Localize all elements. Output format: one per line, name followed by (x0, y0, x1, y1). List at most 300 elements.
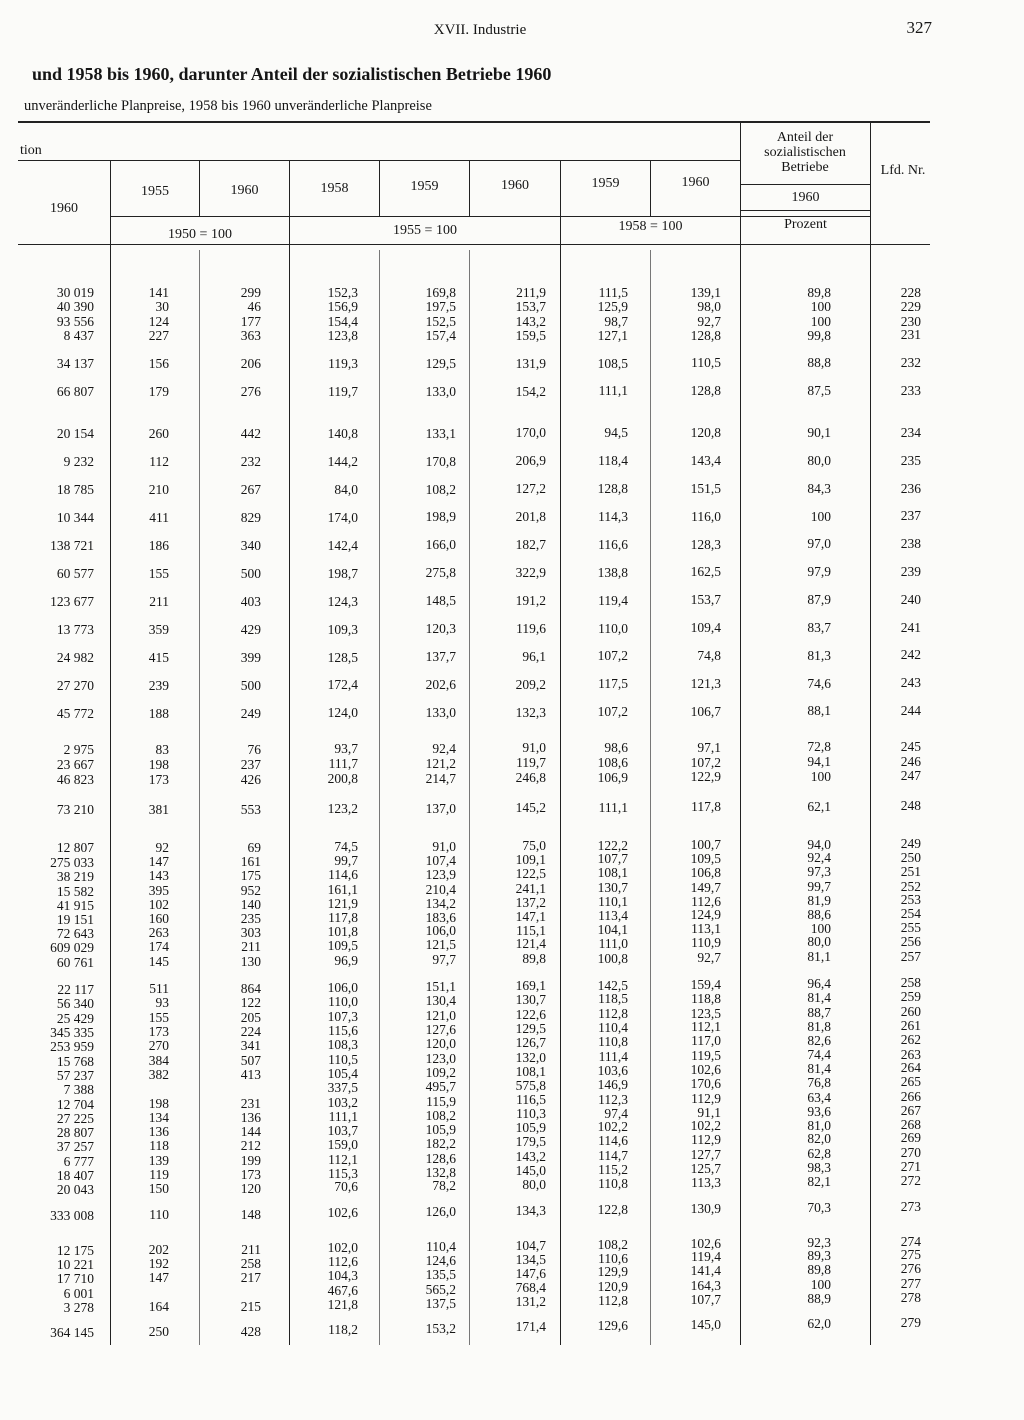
table-cell: 276 (240, 384, 261, 399)
table-cell: 238 (900, 536, 921, 551)
table-cell: 130,4 (425, 993, 456, 1008)
table-cell: 429 (240, 622, 261, 637)
table-cell: 173 (148, 772, 169, 787)
table-cell: 500 (240, 566, 261, 581)
table-cell: 107,7 (690, 1292, 721, 1307)
table-cell: 132,0 (515, 1050, 546, 1065)
table-cell: 115,2 (598, 1162, 628, 1177)
table-cell: 159,0 (327, 1137, 358, 1152)
table-cell: 115,6 (328, 1023, 358, 1038)
table-cell: 768,4 (515, 1280, 546, 1295)
table-cell: 169,8 (425, 285, 456, 300)
table-cell: 110,0 (598, 621, 628, 636)
table-cell: 279 (900, 1315, 921, 1330)
table-cell: 239 (900, 564, 921, 579)
table-cell: 17 710 (56, 1271, 94, 1286)
table-cell: 96,1 (522, 649, 546, 664)
table-cell: 157,4 (425, 328, 456, 343)
table-cell: 134,3 (515, 1203, 546, 1218)
table-cell: 137,0 (425, 801, 456, 816)
table-cell: 415 (148, 650, 169, 665)
table-cell: 128,6 (425, 1151, 456, 1166)
table-cell: 123,5 (690, 1006, 721, 1021)
table-cell: 240 (900, 592, 921, 607)
table-cell: 211 (241, 939, 261, 954)
table-cell: 92,3 (807, 1235, 831, 1250)
table-cell: 128,3 (690, 537, 721, 552)
header-col-1960b: 1960 (230, 183, 259, 198)
table-cell: 230 (900, 314, 921, 329)
table-cell: 89,8 (807, 1262, 831, 1277)
table-cell: 128,5 (327, 650, 358, 665)
table-cell: 110,1 (598, 894, 628, 909)
table-cell: 91,1 (697, 1105, 721, 1120)
table-cell: 23 667 (56, 757, 94, 772)
table-cell: 128,8 (690, 383, 721, 398)
table-cell: 110,4 (426, 1239, 456, 1254)
table-cell: 122,2 (597, 838, 628, 853)
table-cell: 268 (900, 1117, 921, 1132)
table-cell: 108,2 (425, 482, 456, 497)
table-cell: 129,9 (597, 1264, 628, 1279)
table-cell: 62,1 (807, 799, 831, 814)
table-cell: 119,4 (691, 1249, 721, 1264)
table-cell: 106,8 (690, 865, 721, 880)
table-cell: 235 (900, 453, 921, 468)
table-cell: 149,7 (690, 880, 721, 895)
table-cell: 83 (155, 742, 169, 757)
table-cell: 92,4 (432, 741, 456, 756)
table-cell: 212 (240, 1138, 261, 1153)
table-cell: 81,4 (807, 1061, 831, 1076)
table-cell: 80,0 (522, 1177, 546, 1192)
table-cell: 97,4 (604, 1106, 628, 1121)
table-cell: 10 221 (56, 1257, 94, 1272)
table-cell: 152,3 (327, 285, 358, 300)
table-cell: 9 232 (63, 454, 94, 469)
header-anteil: Anteil der sozialistischen Betriebe (764, 130, 846, 175)
table-cell: 104,1 (597, 922, 628, 937)
table-cell: 864 (240, 981, 261, 996)
table-cell: 113,1 (691, 921, 721, 936)
table-cell: 403 (240, 594, 261, 609)
table-cell: 122,8 (597, 1202, 628, 1217)
table-cell: 98,7 (604, 314, 628, 329)
table-cell: 382 (148, 1067, 169, 1082)
table-cell: 112 (149, 454, 169, 469)
table-cell: 66 807 (56, 384, 94, 399)
table-cell: 141,4 (690, 1263, 721, 1278)
table-cell: 103,6 (597, 1063, 628, 1078)
table-cell: 106,7 (690, 704, 721, 719)
table-cell: 110,0 (328, 994, 358, 1009)
table-cell: 426 (240, 772, 261, 787)
table-cell: 98,3 (807, 1160, 831, 1175)
table-cell: 206,9 (515, 453, 546, 468)
table-cell: 246,8 (515, 770, 546, 785)
table-cell: 139 (148, 1153, 169, 1168)
table-cell: 62,8 (807, 1146, 831, 1161)
table-cell: 148,5 (425, 593, 456, 608)
table-cell: 73 210 (56, 802, 94, 817)
table-cell: 41 915 (56, 898, 94, 913)
table-cell: 30 019 (56, 285, 94, 300)
table-cell: 132,8 (425, 1165, 456, 1180)
table-cell: 111,7 (328, 756, 358, 771)
table-cell: 337,5 (327, 1080, 358, 1095)
table-cell: 275,8 (425, 565, 456, 580)
table-cell: 133,0 (425, 705, 456, 720)
table-cell: 102,2 (690, 1118, 721, 1133)
table-cell: 345 335 (50, 1025, 94, 1040)
table-cell: 236 (900, 481, 921, 496)
table-cell: 93 556 (56, 314, 94, 329)
table-cell: 103,7 (327, 1123, 358, 1138)
table-cell: 38 219 (56, 869, 94, 884)
table-cell: 247 (900, 768, 921, 783)
table-cell: 126,7 (515, 1035, 546, 1050)
table-cell: 104,3 (327, 1268, 358, 1283)
table-cell: 202 (148, 1242, 169, 1257)
header-col-1960: 1960 (50, 201, 78, 216)
table-cell: 192 (148, 1256, 169, 1271)
table-cell: 98,0 (697, 299, 721, 314)
table-cell: 210 (148, 482, 169, 497)
table-cell: 128,8 (597, 481, 628, 496)
table-cell: 428 (240, 1324, 261, 1339)
table-cell: 232 (240, 454, 261, 469)
table-cell: 175 (240, 868, 261, 883)
table-cell: 112,9 (691, 1091, 721, 1106)
table-cell: 257 (900, 949, 921, 964)
table-cell: 143,4 (690, 453, 721, 468)
table-cell: 258 (240, 1256, 261, 1271)
table-cell: 142,5 (597, 978, 628, 993)
table-cell: 121,0 (425, 1008, 456, 1023)
table-cell: 40 390 (56, 299, 94, 314)
table-cell: 266 (900, 1089, 921, 1104)
table-cell: 84,3 (807, 481, 831, 496)
table-cell: 267 (240, 482, 261, 497)
table-cell: 106,9 (597, 770, 628, 785)
table-cell: 123,2 (327, 801, 358, 816)
table-cell: 131,9 (515, 356, 546, 371)
table-cell: 122,9 (690, 769, 721, 784)
table-cell: 25 429 (56, 1011, 94, 1026)
table-cell: 12 807 (56, 840, 94, 855)
table-cell: 565,2 (425, 1282, 456, 1297)
table-cell: 12 175 (56, 1243, 94, 1258)
table-cell: 227 (148, 328, 169, 343)
table-cell: 139,1 (690, 285, 721, 300)
table-cell: 263 (900, 1047, 921, 1062)
table-cell: 217 (240, 1270, 261, 1285)
table-cell: 256 (900, 934, 921, 949)
table-cell: 102,2 (597, 1119, 628, 1134)
table-cell: 87,5 (807, 383, 831, 398)
table-cell: 191,2 (515, 593, 546, 608)
table-cell: 89,8 (522, 951, 546, 966)
table-cell: 109,5 (327, 938, 358, 953)
header-lfd-nr: Lfd. Nr. (880, 163, 926, 178)
table-cell: 229 (900, 299, 921, 314)
header-col-1958: 1958 (320, 181, 349, 196)
table-cell: 117,5 (598, 676, 628, 691)
table-cell: 264 (900, 1060, 921, 1075)
table-cell: 110,8 (598, 1034, 628, 1049)
table-cell: 118,2 (328, 1322, 358, 1337)
table-cell: 15 582 (56, 884, 94, 899)
table-cell: 112,9 (691, 1132, 721, 1147)
table-cell: 120,3 (425, 621, 456, 636)
table-cell: 74,8 (697, 648, 721, 663)
table-cell: 109,1 (515, 852, 546, 867)
table-cell: 215 (240, 1299, 261, 1314)
table-cell: 87,9 (807, 592, 831, 607)
table-cell: 255 (900, 920, 921, 935)
table-cell: 114,6 (328, 867, 358, 882)
table-cell: 112,6 (328, 1254, 358, 1269)
table-cell: 109,2 (425, 1065, 456, 1080)
table-cell: 239 (148, 678, 169, 693)
table-cell: 143,2 (515, 1149, 546, 1164)
table-cell: 122 (240, 995, 261, 1010)
table-cell: 99,8 (807, 328, 831, 343)
table-cell: 381 (148, 802, 169, 817)
table-cell: 81,4 (807, 990, 831, 1005)
table-cell: 575,8 (515, 1078, 546, 1093)
table-title: und 1958 bis 1960, darunter Anteil der sozialistischen Betriebe 1960 (32, 64, 552, 84)
table-cell: 72 643 (56, 926, 94, 941)
table-cell: 110,5 (328, 1052, 358, 1067)
table-cell: 173 (240, 1167, 261, 1182)
table-cell: 164,3 (690, 1278, 721, 1293)
table-cell: 147,6 (515, 1266, 546, 1281)
table-cell: 495,7 (425, 1079, 456, 1094)
table-cell: 94,1 (807, 754, 831, 769)
table-cell: 119,5 (691, 1048, 721, 1063)
table-cell: 277 (900, 1276, 921, 1291)
table-cell: 232 (900, 355, 921, 370)
table-cell: 133,0 (425, 384, 456, 399)
header-col-1960d: 1960 (681, 175, 710, 190)
table-cell: 249 (900, 836, 921, 851)
table-cell: 211 (241, 1242, 261, 1257)
table-cell: 341 (240, 1038, 261, 1053)
table-cell: 151,1 (425, 979, 456, 994)
table-cell: 147,1 (515, 909, 546, 924)
table-cell: 166,0 (425, 537, 456, 552)
table-cell: 111,4 (598, 1049, 628, 1064)
table-cell: 177 (240, 314, 261, 329)
table-cell: 173 (148, 1024, 169, 1039)
table-cell: 214,7 (425, 771, 456, 786)
table-cell: 88,6 (807, 907, 831, 922)
table-cell: 121,9 (327, 896, 358, 911)
table-cell: 237 (240, 757, 261, 772)
table-cell: 170,0 (515, 425, 546, 440)
table-cell: 145,0 (690, 1317, 721, 1332)
table-cell: 24 982 (56, 650, 94, 665)
table-cell: 107,2 (597, 648, 628, 663)
table-cell: 108,3 (327, 1037, 358, 1052)
table-cell: 258 (900, 975, 921, 990)
table-cell: 262 (900, 1032, 921, 1047)
table-cell: 130,7 (597, 880, 628, 895)
table-cell: 114,6 (598, 1133, 628, 1148)
table-cell: 88,8 (807, 355, 831, 370)
table-cell: 169,1 (515, 978, 546, 993)
table-cell: 127,1 (597, 328, 628, 343)
table-cell: 62,0 (807, 1316, 831, 1331)
table-cell: 161,1 (327, 882, 358, 897)
table-cell: 110,8 (598, 1176, 628, 1191)
table-cell: 92,4 (807, 850, 831, 865)
header-stub: tion (20, 143, 42, 158)
table-cell: 100 (810, 769, 831, 784)
table-cell: 7 388 (63, 1082, 94, 1097)
table-cell: 151,5 (690, 481, 721, 496)
table-cell: 119,7 (516, 755, 546, 770)
table-cell: 90,1 (807, 425, 831, 440)
table-cell: 269 (900, 1130, 921, 1145)
table-cell: 136 (240, 1110, 261, 1125)
table-cell: 112,1 (691, 1019, 721, 1034)
table-cell: 511 (149, 981, 169, 996)
table-cell: 159,4 (690, 977, 721, 992)
table-cell: 112,3 (598, 1092, 628, 1107)
table-cell: 122,5 (515, 866, 546, 881)
table-cell: 118,8 (691, 991, 721, 1006)
table-cell: 198 (148, 757, 169, 772)
table-cell: 148 (240, 1207, 261, 1222)
table-cell: 76,8 (807, 1075, 831, 1090)
table-cell: 254 (900, 906, 921, 921)
table-cell: 144,2 (327, 454, 358, 469)
table-cell: 235 (240, 911, 261, 926)
table-cell: 106,0 (327, 980, 358, 995)
table-cell: 231 (900, 327, 921, 342)
table-cell: 111,5 (598, 285, 628, 300)
table-cell: 133,1 (425, 426, 456, 441)
table-cell: 113,4 (598, 908, 628, 923)
table-cell: 253 959 (50, 1039, 94, 1054)
table-cell: 110,4 (598, 1020, 628, 1035)
table-cell: 117,0 (691, 1033, 721, 1048)
header-col-1959b: 1959 (591, 176, 620, 191)
table-cell: 122,6 (515, 1007, 546, 1022)
table-cell: 99,7 (334, 853, 358, 868)
table-cell: 80,0 (807, 453, 831, 468)
table-cell: 123,0 (425, 1051, 456, 1066)
table-cell: 183,6 (425, 910, 456, 925)
table-cell: 273 (900, 1199, 921, 1214)
table-cell: 128,8 (690, 328, 721, 343)
table-cell: 99,7 (807, 879, 831, 894)
table-cell: 145 (148, 954, 169, 969)
table-cell: 253 (900, 892, 921, 907)
table-cell: 81,3 (807, 648, 831, 663)
header-base-1955: 1955 = 100 (393, 223, 457, 238)
table-cell: 112,1 (328, 1152, 358, 1167)
table-cell: 340 (240, 538, 261, 553)
table-cell: 81,8 (807, 1019, 831, 1034)
table-cell: 172,4 (327, 677, 358, 692)
table-cell: 411 (149, 510, 169, 525)
table-cell: 124,6 (425, 1253, 456, 1268)
table-cell: 145,0 (515, 1163, 546, 1178)
header-col-1955: 1955 (141, 184, 169, 199)
table-cell: 119 (149, 1167, 169, 1182)
table-cell: 129,6 (597, 1318, 628, 1333)
table-cell: 250 (900, 850, 921, 865)
table-cell: 6 001 (63, 1286, 94, 1301)
table-cell: 153,2 (425, 1321, 456, 1336)
table-cell: 260 (148, 426, 169, 441)
table-cell: 109,4 (690, 620, 721, 635)
table-cell: 179,5 (515, 1134, 546, 1149)
table-cell: 127,2 (515, 481, 546, 496)
table-cell: 359 (148, 622, 169, 637)
table-cell: 114,3 (598, 509, 628, 524)
table-cell: 210,4 (425, 882, 456, 897)
table-cell: 140,8 (327, 426, 358, 441)
table-cell: 144 (240, 1124, 261, 1139)
table-cell: 107,3 (327, 1009, 358, 1024)
table-cell: 197,5 (425, 299, 456, 314)
table-cell: 102,6 (327, 1205, 358, 1220)
table-cell: 110,3 (516, 1106, 546, 1121)
table-cell: 101,8 (327, 924, 358, 939)
table-cell: 115,9 (426, 1094, 456, 1109)
table-cell: 248 (900, 798, 921, 813)
table-cell: 246 (900, 754, 921, 769)
table-cell: 199 (240, 1153, 261, 1168)
table-cell: 198,9 (425, 509, 456, 524)
table-cell: 106,0 (425, 923, 456, 938)
table-cell: 27 225 (56, 1111, 94, 1126)
table-cell: 278 (900, 1290, 921, 1305)
table-cell: 110 (149, 1207, 169, 1222)
table-cell: 56 340 (56, 996, 94, 1011)
table-cell: 333 008 (50, 1208, 94, 1223)
table-cell: 107,7 (597, 851, 628, 866)
table-cell: 97,9 (807, 564, 831, 579)
table-cell: 209,2 (515, 677, 546, 692)
table-cell: 201,8 (515, 509, 546, 524)
table-cell: 134,2 (425, 896, 456, 911)
table-cell: 97,1 (697, 740, 721, 755)
table-cell: 89,8 (807, 285, 831, 300)
table-cell: 130,7 (515, 992, 546, 1007)
table-cell: 19 151 (56, 912, 94, 927)
table-cell: 198 (148, 1096, 169, 1111)
table-cell: 125,9 (597, 299, 628, 314)
table-cell: 137,7 (425, 649, 456, 664)
table-cell: 123,9 (425, 867, 456, 882)
table-cell: 2 975 (63, 742, 94, 757)
table-cell: 260 (900, 1004, 921, 1019)
table-cell: 119,6 (516, 621, 546, 636)
table-cell: 119,7 (328, 384, 358, 399)
table-cell: 147 (148, 1270, 169, 1285)
header-base-1958: 1958 = 100 (618, 219, 683, 234)
table-cell: 27 270 (56, 678, 94, 693)
table-cell: 116,6 (598, 537, 628, 552)
table-cell: 245 (900, 739, 921, 754)
table-cell: 153,7 (515, 299, 546, 314)
table-cell: 94,5 (604, 425, 628, 440)
